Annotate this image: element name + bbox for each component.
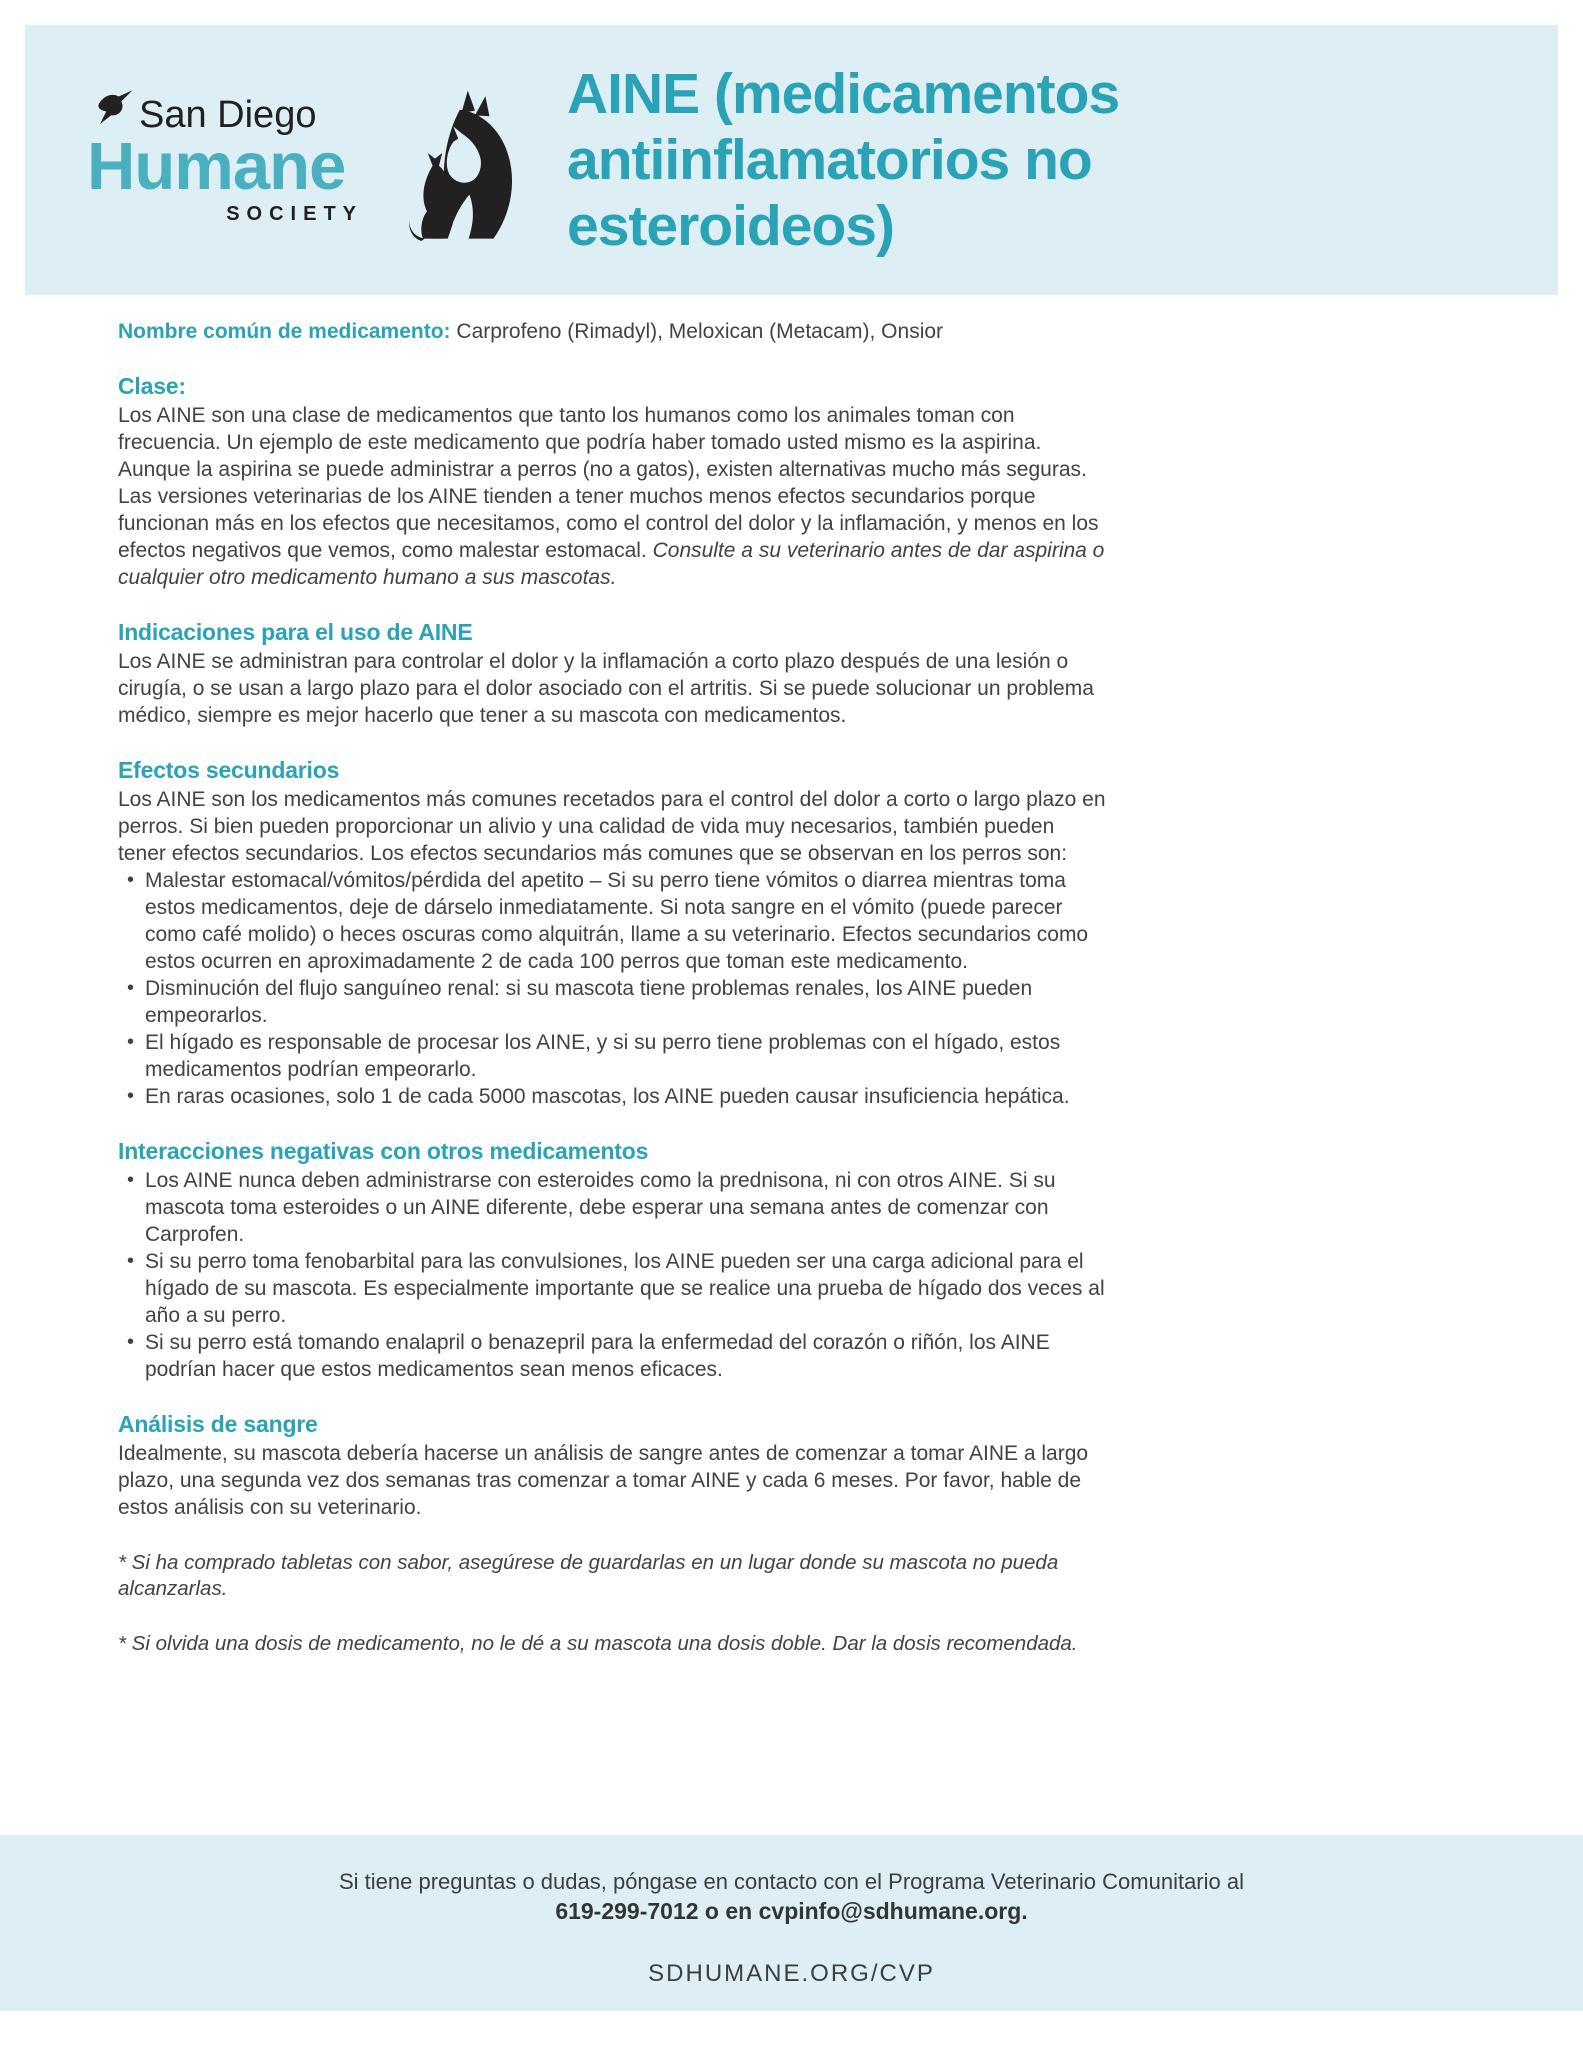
page-title-line: esteroideos) [567, 194, 894, 258]
footer-contact-line: Si tiene preguntas o dudas, póngase en contacto con el Programa Veterinario Comunitario al [338, 1869, 1244, 1894]
paragraph-run-italic: Consulte a su veterinario antes de dar aspirina o cualquier otro medicamento humano a sus mascotas. [118, 539, 1105, 589]
bullet-item: • Si su perro toma fenobarbital para las convulsiones, los AINE pueden ser una carga adicional para el hígado de su mascota. Es especialmente importante que se realice una prueba de hígado dos veces al año a su perro. [118, 1248, 1106, 1329]
sections [118, 372, 1106, 1521]
bullet-item: • Los AINE nunca deben administrarse con esteroides como la prednisona, ni con otros AINE. Si su mascota toma esteroides o un AINE diferente, debe esperar una semana antes de comenzar con Carprofen. [118, 1167, 1106, 1248]
sdhs-logo [87, 76, 519, 244]
section-paragraph [118, 648, 1106, 729]
section [118, 1410, 1106, 1521]
medication-names-line [118, 318, 1106, 345]
section [118, 372, 1106, 591]
bullet-list [118, 1167, 1106, 1383]
document-body [118, 318, 1106, 1657]
bullet-item: • El hígado es responsable de procesar los AINE, y si su perro tiene problemas con el hígado, estos medicamentos podrían empeorarlo. [118, 1029, 1106, 1083]
section-heading: Indicaciones para el uso de AINE [118, 619, 473, 645]
section-paragraph [118, 402, 1106, 591]
medication-names-value: Carprofeno (Rimadyl), Meloxican (Metacam), Onsior [450, 320, 944, 343]
footer-contact-phone-email: 619-299-7012 o en cvpinfo@sdhumane.org. [555, 1898, 1028, 1924]
sdhs-logo-text [87, 95, 365, 226]
section-heading: Análisis de sangre [118, 1411, 318, 1437]
section-heading: Efectos secundarios [118, 757, 340, 783]
paragraph-run: Los AINE se administran para controlar el dolor y la inflamación a corto plazo después de una lesión o cirugía, o se usan a largo plazo para el dolor asociado con el artritis. Si se puede solucionar un problema médico, siempre es mejor hacerlo que tener a su mascota con medicamentos. [118, 650, 1094, 727]
page-title-line: antiinflamatorios no [567, 128, 1092, 192]
hummingbird-icon [95, 89, 135, 129]
bullet-item: • Disminución del flujo sanguíneo renal: si su mascota tiene problemas renales, los AINE pueden empeorarlos. [118, 975, 1106, 1029]
section-paragraph [118, 786, 1106, 867]
section-paragraph [118, 1440, 1106, 1521]
bullet-item: • Malestar estomacal/vómitos/pérdida del apetito – Si su perro tiene vómitos o diarrea mientras toma estos medicamentos, deje de dárselo inmediatamente. Si nota sangre en el vómito (puede parecer como café molido) o heces oscuras como alquitrán, llame a su veterinario. Efectos secundarios como estos ocurren en aproximadamente 2 de cada 100 perros que toman este medicamento. [118, 867, 1106, 975]
logo-society: SOCIETY [226, 202, 363, 225]
page-title [567, 61, 1119, 259]
footer-banner [0, 1835, 1583, 2011]
bullet-item: • En raras ocasiones, solo 1 de cada 5000 mascotas, los AINE pueden causar insuficiencia hepática. [118, 1083, 1106, 1110]
section [118, 756, 1106, 1110]
page-title-line: AINE (medicamentos [567, 62, 1120, 126]
medication-names-label: Nombre común de medicamento: [118, 320, 451, 343]
paragraph-run: Los AINE son los medicamentos más comunes recetados para el control del dolor a corto o largo plazo en perros. Si bien pueden proporcionar un alivio y una calidad de vida muy necesarios, también pueden tener efectos secundarios. Los efectos secundarios más comunes que se observan en los perros son: [118, 788, 1106, 865]
section [118, 1137, 1106, 1383]
header-banner [25, 25, 1558, 295]
section [118, 618, 1106, 729]
logo-san-diego: San Diego [139, 93, 317, 136]
horse-dog-cat-silhouette-icon [391, 86, 519, 244]
footnote-item: * Si olvida una dosis de medicamento, no le dé a su mascota una dosis doble. Dar la dosis recomendada. [118, 1632, 1078, 1655]
bullet-list [118, 867, 1106, 1110]
section-heading: Interacciones negativas con otros medicamentos [118, 1138, 649, 1164]
footnote-item: * Si ha comprado tabletas con sabor, asegúrese de guardarlas en un lugar donde su mascota no pueda alcanzarlas. [118, 1551, 1059, 1600]
footer-url: SDHUMANE.ORG/CVP [648, 1960, 935, 1987]
logo-humane: Humane [87, 128, 346, 204]
paragraph-run: Los AINE son una clase de medicamentos que tanto los humanos como los animales toman con frecuencia. Un ejemplo de este medicamento que podría haber tomado usted mismo es la aspirina. Aunque la aspirina se puede administrar a perros (no a gatos), existen alternativas mucho más seguras. Las versiones veterinarias de los AINE tienden a tener muchos menos efectos secundarios porque funcionan más en los efectos que necesitamos, como el control del dolor y la inflamación, y menos en los efectos negativos que vemos, como malestar estomacal. [118, 404, 1099, 562]
bullet-item: • Si su perro está tomando enalapril o benazepril para la enfermedad del corazón o riñón, los AINE podrían hacer que estos medicamentos sean menos eficaces. [118, 1329, 1106, 1383]
paragraph-run: Idealmente, su mascota debería hacerse un análisis de sangre antes de comenzar a tomar AINE a largo plazo, una segunda vez dos semanas tras comenzar a tomar AINE y cada 6 meses. Por favor, hable de estos análisis con su veterinario. [118, 1442, 1089, 1519]
section-heading: Clase: [118, 373, 186, 399]
footnotes [118, 1550, 1106, 1657]
